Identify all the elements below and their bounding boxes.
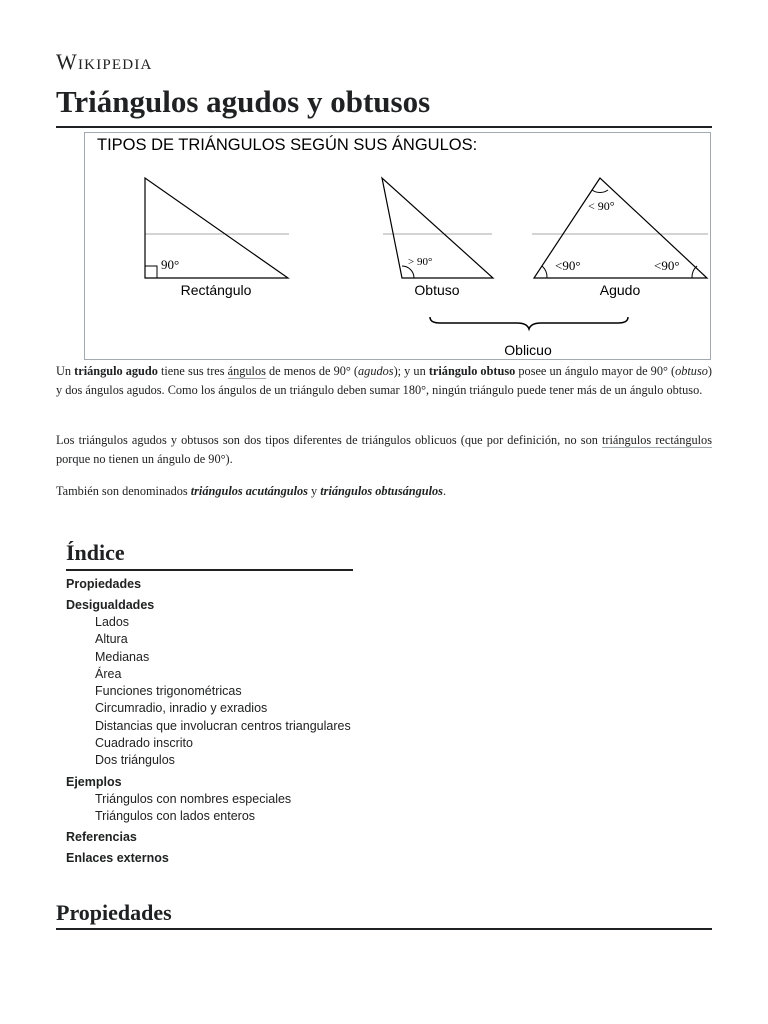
- toc-item-propiedades[interactable]: Propiedades: [66, 577, 142, 591]
- link-angulos[interactable]: ángulos: [227, 364, 266, 378]
- right-angle-mark: [145, 266, 157, 278]
- link-triangulos-rectangulos[interactable]: triángulos rectángulos: [602, 433, 712, 447]
- intro-paragraph-1: Un triángulo agudo tiene sus tres ángulos de menos de 90° (agudos); y un triángulo obtuso posee un ángulo mayor de 90° (obtuso) y dos ángulos agudos. Como los ángulos de un triángulo deben sumar 180°, ningún triángulo puede tener más de un ángulo obtuso.: [56, 364, 712, 397]
- section-divider: [56, 928, 712, 930]
- obtuse-angle-label: > 90°: [408, 256, 433, 268]
- toc-subitem-funciones[interactable]: Funciones trigonométricas: [95, 684, 242, 699]
- toc-item-ejemplos[interactable]: Ejemplos: [66, 774, 122, 789]
- term-triangulo-agudo: triángulo agudo: [74, 364, 158, 378]
- intro-paragraph-2: Los triángulos agudos y obtusos son dos tipos diferentes de triángulos oblicuos (que por definición, no son triángulos rectángulos porque no tienen un ángulo de 90°).: [56, 433, 712, 466]
- toc-item-desigualdades[interactable]: Desigualdades: [66, 598, 155, 612]
- toc-subitem-medianas[interactable]: Medianas: [95, 649, 150, 664]
- figure-heading: TIPOS DE TRIÁNGULOS SEGÚN SUS ÁNGULOS:: [97, 136, 478, 154]
- toc-subitem-area[interactable]: Área: [95, 666, 122, 681]
- obtuse-triangle: [382, 178, 493, 278]
- label-agudo: Agudo: [599, 282, 641, 298]
- label-rectangulo: Rectángulo: [180, 282, 252, 298]
- title-divider: [56, 126, 712, 128]
- acute-left-label: <90°: [555, 258, 581, 273]
- acute-right-label: <90°: [654, 258, 680, 273]
- toc-item-referencias[interactable]: Referencias: [66, 830, 137, 845]
- toc-divider: [66, 569, 353, 571]
- acute-top-arc: [592, 190, 608, 193]
- section-title-propiedades: Propiedades: [56, 900, 172, 925]
- acute-top-label: < 90°: [588, 199, 615, 213]
- toc-subitem-lados[interactable]: Lados: [95, 615, 130, 629]
- page-title: Triángulos agudos y obtusos: [56, 84, 431, 119]
- term-obtusangulos: triángulos obtusángulos: [320, 484, 443, 498]
- term-acutangulos: triángulos acutángulos: [190, 484, 308, 498]
- toc-item-enlaces-externos[interactable]: Enlaces externos: [66, 851, 169, 866]
- toc-subitem-cuadrado[interactable]: Cuadrado inscrito: [95, 736, 193, 751]
- table-of-contents: [66, 576, 386, 867]
- toc-subitem-altura[interactable]: Altura: [95, 632, 128, 647]
- toc-subitem-lados-enteros[interactable]: Triángulos con lados enteros: [95, 808, 256, 823]
- toc-subitem-circumradio[interactable]: Circumradio, inradio y exradios: [95, 701, 268, 716]
- toc-subitem-nombres-especiales[interactable]: Triángulos con nombres especiales: [95, 791, 292, 806]
- label-obtuso: Obtuso: [414, 282, 460, 298]
- wikipedia-wordmark[interactable]: Wikipedia: [56, 49, 153, 74]
- toc-subitem-dos-triangulos[interactable]: Dos triángulos: [95, 753, 175, 768]
- label-oblicuo: Oblicuo: [504, 342, 552, 358]
- toc-title: Índice: [66, 540, 125, 565]
- toc-subitem-distancias[interactable]: Distancias que involucran centros triangulares: [95, 718, 351, 733]
- term-triangulo-obtuso: triángulo obtuso: [428, 364, 516, 378]
- triangle-diagram: [85, 133, 712, 361]
- acute-left-arc: [542, 266, 547, 278]
- right-angle-label: 90°: [161, 257, 180, 272]
- oblicuo-brace: [430, 317, 628, 329]
- triangle-types-figure: [84, 132, 711, 360]
- intro-paragraph-3: También son denominados triángulos acutángulos y triángulos obtusángulos.: [56, 484, 447, 498]
